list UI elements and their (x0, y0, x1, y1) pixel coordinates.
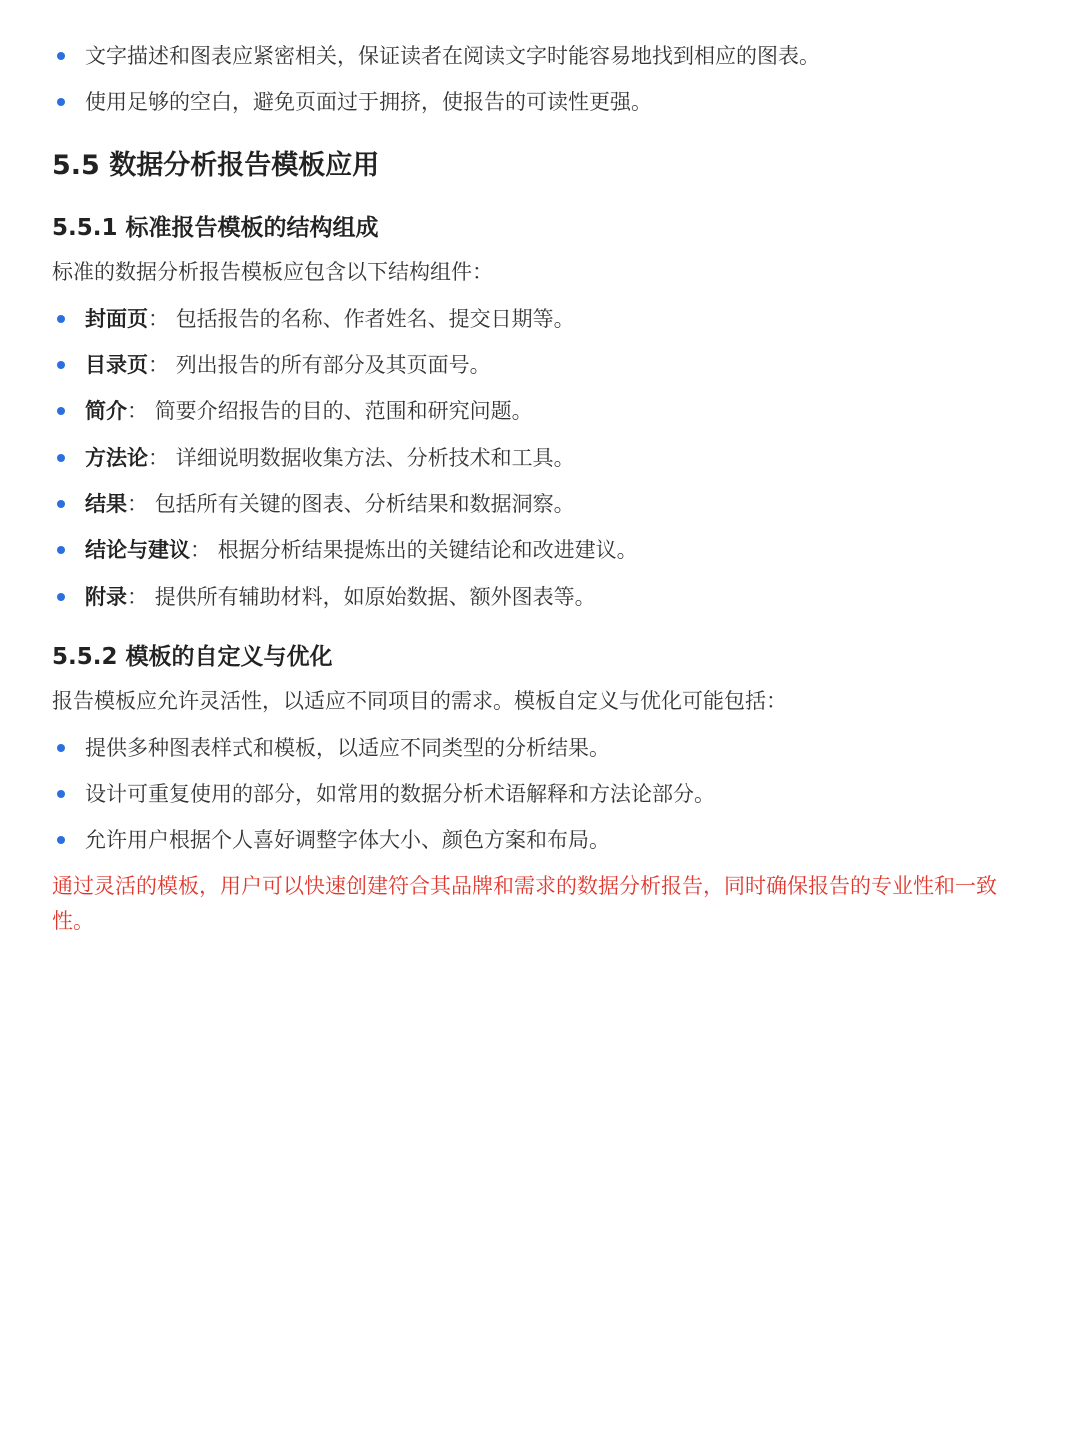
list-item-text (85, 393, 533, 429)
term-separator: ： (148, 307, 169, 331)
term-separator: ： (127, 585, 148, 609)
subsection-heading: 5.5.2 模板的自定义与优化 (52, 644, 333, 670)
term-separator: ： (127, 399, 148, 423)
term-description: 包括报告的名称、作者姓名、提交日期等。 (175, 307, 575, 331)
bullet-dot-icon (57, 593, 65, 601)
term-description: 提供所有辅助材料，如原始数据、额外图表等。 (154, 585, 596, 609)
bullet-dot-icon (57, 790, 65, 798)
list-item-text (85, 486, 575, 522)
bullet-dot-icon (57, 454, 65, 462)
intro-paragraph: 标准的数据分析报告模板应包含以下结构组件： (52, 260, 493, 284)
term-description: 详细说明数据收集方法、分析技术和工具。 (175, 446, 575, 470)
highlight-conclusion: 通过灵活的模板，用户可以快速创建符合其品牌和需求的数据分析报告，同时确保报告的专业性和一致性。 (52, 874, 997, 933)
list-item-text: 文字描述和图表应紧密相关，保证读者在阅读文字时能容易地找到相应的图表。 (85, 44, 820, 68)
section-heading: 5.5 数据分析报告模板应用 (52, 150, 380, 181)
list-item-text (85, 301, 575, 337)
list-item-text (85, 440, 575, 476)
term-separator: ： (148, 353, 169, 377)
bullet-dot-icon (57, 361, 65, 369)
bullet-dot-icon (57, 836, 65, 844)
term-label: 方法论 (85, 446, 148, 470)
list-item-text: 允许用户根据个人喜好调整字体大小、颜色方案和布局。 (85, 828, 610, 852)
list-item-text: 提供多种图表样式和模板，以适应不同类型的分析结果。 (85, 736, 610, 760)
term-separator: ： (190, 538, 211, 562)
term-label: 简介 (85, 399, 127, 423)
term-label: 附录 (85, 585, 127, 609)
intro-paragraph: 报告模板应允许灵活性，以适应不同项目的需求。模板自定义与优化可能包括： (52, 689, 787, 713)
bullet-dot-icon (57, 98, 65, 106)
term-description: 根据分析结果提炼出的关键结论和改进建议。 (217, 538, 638, 562)
list-item-text (85, 347, 491, 383)
term-label: 目录页 (85, 353, 148, 377)
bullet-dot-icon (57, 744, 65, 752)
list-item-text (85, 532, 638, 568)
term-label: 封面页 (85, 307, 148, 331)
term-label: 结论与建议 (85, 538, 190, 562)
list-item-text: 使用足够的空白，避免页面过于拥挤，使报告的可读性更强。 (85, 90, 652, 114)
term-description: 列出报告的所有部分及其页面号。 (175, 353, 491, 377)
bullet-dot-icon (57, 52, 65, 60)
term-description: 简要介绍报告的目的、范围和研究问题。 (154, 399, 533, 423)
bullet-dot-icon (57, 315, 65, 323)
bullet-dot-icon (57, 546, 65, 554)
term-separator: ： (127, 492, 148, 516)
bullet-dot-icon (57, 500, 65, 508)
subsection-heading: 5.5.1 标准报告模板的结构组成 (52, 215, 379, 241)
list-item-text: 设计可重复使用的部分，如常用的数据分析术语解释和方法论部分。 (85, 782, 715, 806)
term-description: 包括所有关键的图表、分析结果和数据洞察。 (154, 492, 575, 516)
term-label: 结果 (85, 492, 127, 516)
term-separator: ： (148, 446, 169, 470)
list-item-text (85, 579, 596, 615)
bullet-dot-icon (57, 407, 65, 415)
